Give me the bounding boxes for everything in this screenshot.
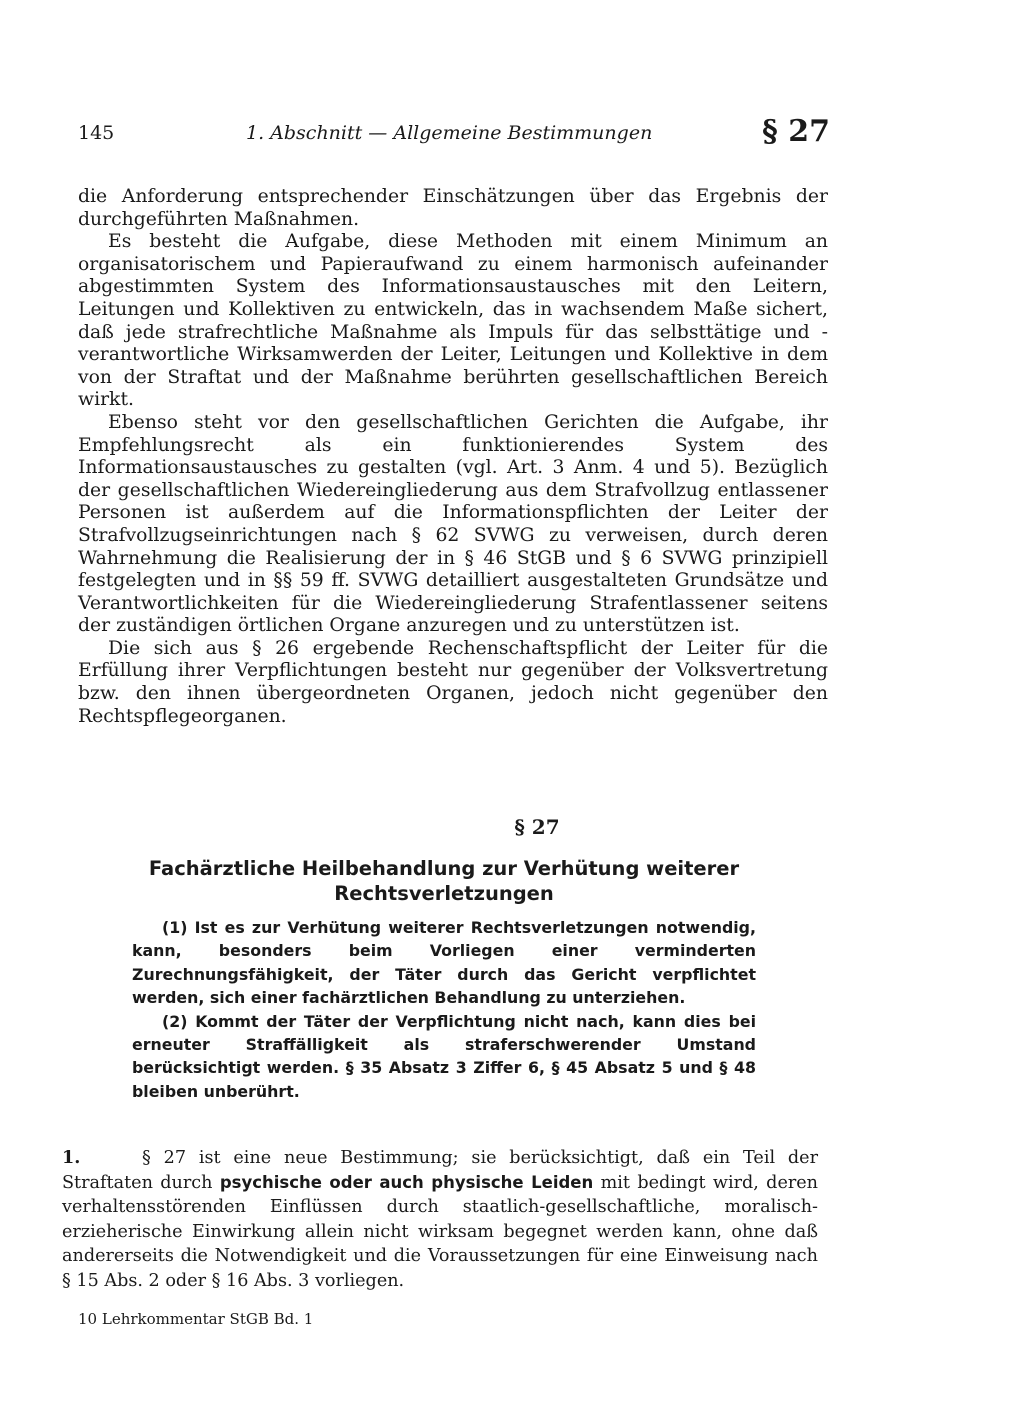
paragraph-1: die Anforderung entsprechender Einschätzungen über das Ergebnis der durchgeführten Maßnahmen. bbox=[78, 186, 828, 230]
paragraph-4: Die sich aus § 26 ergebende Rechenschaftspflicht der Leiter für die Erfüllung ihrer Verpflichtungen besteht nur gegenüber der Volksvertretung bzw. den ihnen übergeordneten Organen, jedoch nicht gegenüber den Rechtspflegeorganen. bbox=[78, 637, 828, 727]
section-title bbox=[130, 856, 758, 906]
annotation-text-before: § 27 ist eine neue Bestimmung; sie berücksichtigt, daß ein Teil der Straftaten durch bbox=[62, 1148, 818, 1193]
header-section-mark: § 27 bbox=[762, 114, 830, 149]
section-title-line-1: Fachärztliche Heilbehandlung zur Verhütung weiterer bbox=[148, 857, 740, 880]
section-number: § 27 bbox=[514, 815, 560, 839]
signature-line: 10 Lehrkommentar StGB Bd. 1 bbox=[78, 1310, 314, 1328]
paragraph-3: Ebenso steht vor den gesellschaftlichen Gerichten die Aufgabe, ihr Empfehlungsrecht als ein funktionierendes System des Informationsaustausches zu gestalten (vgl. Art. 3 Anm. 4 und 5). Bezüglich der gesellschaftlichen Wiedereingliederung aus dem Strafvollzug entlassener Personen ist außerdem auf die Informationspflichten der Leiter der Strafvollzugseinrichtungen nach § 62 SVWG zu verweisen, durch deren Wahrnehmung die Realisierung der in § 46 StGB und § 6 SVWG prinzipiell festgelegten und in §§ 59 ff. SVWG detailliert ausgestalteten Grundsätze und Verantwortlichkeiten für die Wiedereingliederung Strafentlassener seitens der zuständigen örtlichen Organe anzuregen und zu unterstützen ist. bbox=[78, 411, 828, 637]
statute-paragraph-1: (1) Ist es zur Verhütung weiterer Rechtsverletzungen notwendig, kann, besonders beim Vorliegen einer verminderten Zurechnungsfähigkeit, der Täter durch das Gericht verpflichtet werden, sich einer fachärztlichen Behandlung zu unterziehen. bbox=[132, 918, 756, 1008]
annotation-text-after: mit bedingt wird, deren verhaltensstörenden Einflüssen durch staatlich-gesellschaftliche, moralisch-erzieherische Einwirkung allein nicht wirksam begegnet werden kann, ohne daß andererseits die Notwendigkeit und die Voraussetzungen für eine Einweisung nach § 15 Abs. 2 oder § 16 Abs. 3 vorliegen. bbox=[62, 1172, 819, 1291]
commentary-body bbox=[78, 186, 828, 728]
section-title-line-2: Rechtsverletzungen bbox=[334, 882, 554, 905]
annotation-text bbox=[62, 1146, 818, 1293]
page-number: 145 bbox=[78, 122, 115, 144]
page-header bbox=[78, 114, 830, 158]
annotation bbox=[62, 1146, 818, 1293]
annotation-emphasis: psychische oder auch physische Leiden bbox=[219, 1172, 594, 1192]
running-title: 1. Abschnitt — Allgemeine Bestimmungen bbox=[246, 122, 653, 144]
statute-paragraph-2: (2) Kommt der Täter der Verpflichtung nicht nach, kann dies bei erneuter Straffälligkeit als straferschwerender Umstand berücksichtigt werden. § 35 Absatz 3 Ziffer 6, § 45 Absatz 5 und § 48 bleiben unberührt. bbox=[132, 1011, 756, 1101]
paragraph-2: Es besteht die Aufgabe, diese Methoden mit einem Minimum an organisatorischem und Papieraufwand zu einem harmonisch aufeinander abgestimmten System des Informationsaustausches mit den Leitern, Leitungen und Kollektiven zu entwickeln, das in wachsendem Maße sichert, daß jede strafrechtliche Maßnahme als Impuls für das selbsttätige und -verantwortliche Wirksamwerden der Leiter, Leitungen und Kollektive in dem von der Straftat und der Maßnahme berührten gesellschaftlichen Bereich wirkt. bbox=[78, 231, 828, 411]
annotation-number: 1. bbox=[62, 1147, 81, 1168]
statute-text bbox=[132, 916, 756, 1103]
